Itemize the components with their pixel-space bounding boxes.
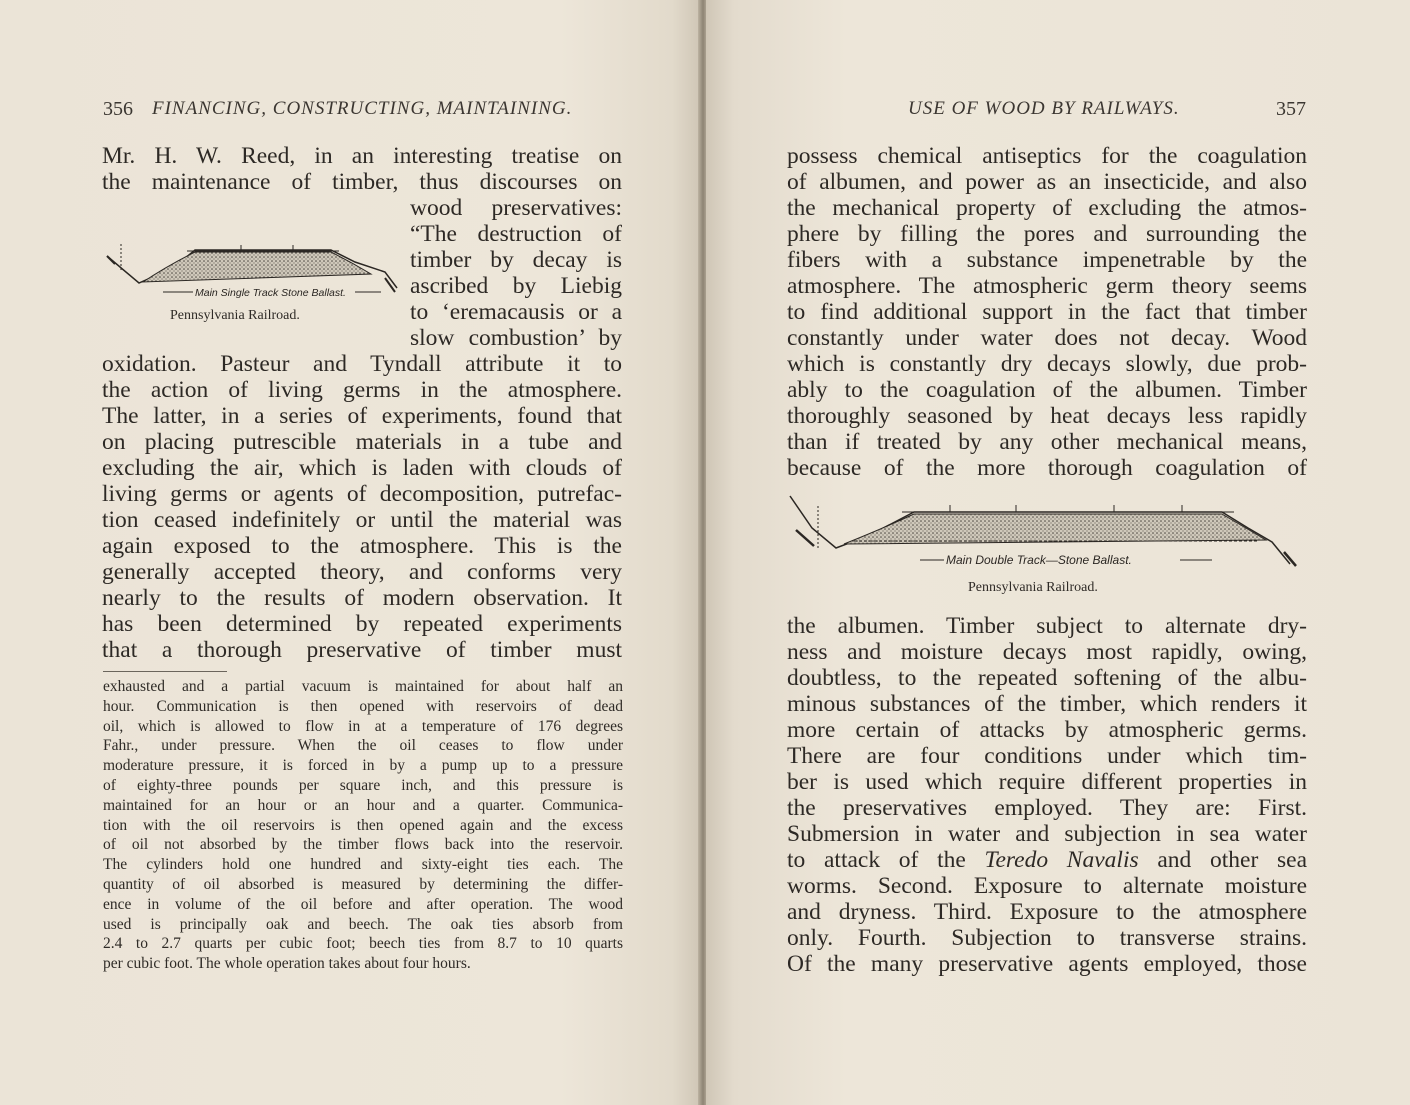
text-line: has been determined by repeated experiments xyxy=(102,611,622,637)
text-line: excluding the air, which is laden with clouds of xyxy=(102,455,622,481)
text-line: fibers with a substance impenetrable by the xyxy=(787,247,1307,273)
text-line: tion ceased indefinitely or until the material was xyxy=(102,507,622,533)
text-line: phere by filling the pores and surrounding the xyxy=(787,221,1307,247)
text-line: ably to the coagulation of the albumen. Timber xyxy=(787,377,1307,403)
footnote-line: Fahr., under pressure. When the oil ceases to flow under xyxy=(103,737,623,755)
text-line: than if treated by any other mechanical means, xyxy=(787,429,1307,455)
text-line: only. Fourth. Subjection to transverse strains. xyxy=(787,925,1307,951)
text-line: “The destruction of xyxy=(410,221,622,247)
footnote-line: exhausted and a partial vacuum is maintained for about half an xyxy=(103,678,623,695)
footnote-line: per cubic foot. The whole operation takes about four hours. xyxy=(103,955,471,973)
text-line: generally accepted theory, and conforms very xyxy=(102,559,622,585)
text-line: wood preservatives: xyxy=(410,195,622,221)
text-line-teredo xyxy=(787,847,1307,873)
text-line: doubtless, to the repeated softening of the albu- xyxy=(787,665,1307,691)
page-number-right: 357 xyxy=(1276,98,1306,120)
footnote-line: maintained for an hour or an hour and a quarter. Communica- xyxy=(103,796,623,814)
footnote-line: moderature pressure, it is forced in by a pump up to a pressure xyxy=(103,757,623,775)
footnote-line: ence in volume of the oil before and after operation. The wood xyxy=(103,895,623,913)
running-head-left: FINANCING, CONSTRUCTING, MAINTAINING. xyxy=(152,98,573,119)
wrapped-text-block xyxy=(410,195,622,351)
text-line: thoroughly seasoned by heat decays less rapidly xyxy=(787,403,1307,429)
text-line: slow combustion’ by xyxy=(410,325,622,351)
footnote-line: The cylinders hold one hundred and sixty-eight ties each. The xyxy=(103,856,623,874)
text-line: and dryness. Third. Exposure to the atmosphere xyxy=(787,899,1307,925)
footnote-line: hour. Communication is then opened with reservoirs of dead xyxy=(103,697,623,715)
text-line: on placing putrescible materials in a tube and xyxy=(102,429,622,455)
text-line: oxidation. Pasteur and Tyndall attribute it to xyxy=(102,351,622,377)
footnote-line: of eighty-three pounds per square inch, and this pressure is xyxy=(103,776,623,794)
text-line: There are four conditions under which tim- xyxy=(787,743,1307,769)
text-line: the mechanical property of excluding the atmos- xyxy=(787,195,1307,221)
double-track-ballast-figure xyxy=(784,492,1304,576)
text-line: the albumen. Timber subject to alternate dry- xyxy=(787,613,1307,639)
text-line: because of the more thorough coagulation of xyxy=(787,455,1307,481)
text-line: the preservatives employed. They are: First. xyxy=(787,795,1307,821)
text-line: more certain of attacks by atmospheric germs. xyxy=(787,717,1307,743)
text-line: which is constantly dry decays slowly, due prob- xyxy=(787,351,1307,377)
footnote-line: of oil not absorbed by the timber flows back into the reservoir. xyxy=(103,836,623,854)
footnote-rule xyxy=(103,671,227,672)
text-line: that a thorough preservative of timber must xyxy=(102,637,622,663)
text-line: worms. Second. Exposure to alternate moisture xyxy=(787,873,1307,899)
text-line: ascribed by Liebig xyxy=(410,273,622,299)
text-line: atmosphere. The atmospheric germ theory seems xyxy=(787,273,1307,299)
text-line: Mr. H. W. Reed, in an interesting treatise on xyxy=(102,143,622,169)
text-line: again exposed to the atmosphere. This is the xyxy=(102,533,622,559)
right-page xyxy=(706,0,1410,1105)
figure-label-double: Main Double Track—Stone Ballast. xyxy=(946,553,1132,567)
text-line: ness and moisture decays most rapidly, owing, xyxy=(787,639,1307,665)
running-head-right: USE OF WOOD BY RAILWAYS. xyxy=(908,98,1180,119)
text-line: constantly under water does not decay. Wood xyxy=(787,325,1307,351)
intro-paragraph xyxy=(102,143,622,195)
text-line: the action of living germs in the atmosphere. xyxy=(102,377,622,403)
teredo-navalis-italic: Teredo Navalis xyxy=(984,847,1139,873)
text-line: nearly to the results of modern observation. It xyxy=(102,585,622,611)
figure-caption-right: Pennsylvania Railroad. xyxy=(968,580,1098,595)
figure-label-single: Main Single Track Stone Ballast. xyxy=(195,287,346,299)
text-line: living germs or agents of decomposition, putrefac- xyxy=(102,481,622,507)
text-line: possess chemical antiseptics for the coagulation xyxy=(787,143,1307,169)
teredo-before: to attack of the xyxy=(787,847,966,873)
footnote xyxy=(103,677,623,974)
text-line: minous substances of the timber, which renders it xyxy=(787,691,1307,717)
text-line: Submersion in water and subjection in sea water xyxy=(787,821,1307,847)
text-line: to ‘eremacausis or a xyxy=(410,299,622,325)
top-paragraph-right xyxy=(787,143,1307,481)
single-track-ballast-figure xyxy=(103,236,403,302)
text-line: The latter, in a series of experiments, found that xyxy=(102,403,622,429)
text-line: Of the many preservative agents employed, those xyxy=(787,951,1307,977)
figure-caption-left: Pennsylvania Railroad. xyxy=(170,308,300,323)
text-line: to find additional support in the fact that timber xyxy=(787,299,1307,325)
page-number-left: 356 xyxy=(103,98,133,120)
footnote-line: quantity of oil absorbed is measured by determining the differ- xyxy=(103,875,623,893)
left-page xyxy=(0,0,700,1105)
footnote-line: tion with the oil reservoirs is then opened again and the excess xyxy=(103,816,623,834)
teredo-after: and other sea xyxy=(1157,847,1307,873)
text-line: of albumen, and power as an insecticide, and also xyxy=(787,169,1307,195)
footnote-line: used is principally oak and beech. The oak ties absorb from xyxy=(103,915,623,933)
bottom-paragraph-right xyxy=(787,613,1307,977)
footnote-line: oil, which is allowed to flow in at a temperature of 176 degrees xyxy=(103,717,623,735)
text-line: timber by decay is xyxy=(410,247,622,273)
footnote-line: 2.4 to 2.7 quarts per cubic foot; beech ties from 8.7 to 10 quarts xyxy=(103,935,623,953)
main-paragraph-left xyxy=(102,351,622,663)
text-line: the maintenance of timber, thus discourses on xyxy=(102,169,622,195)
text-line: ber is used which require different properties in xyxy=(787,769,1307,795)
